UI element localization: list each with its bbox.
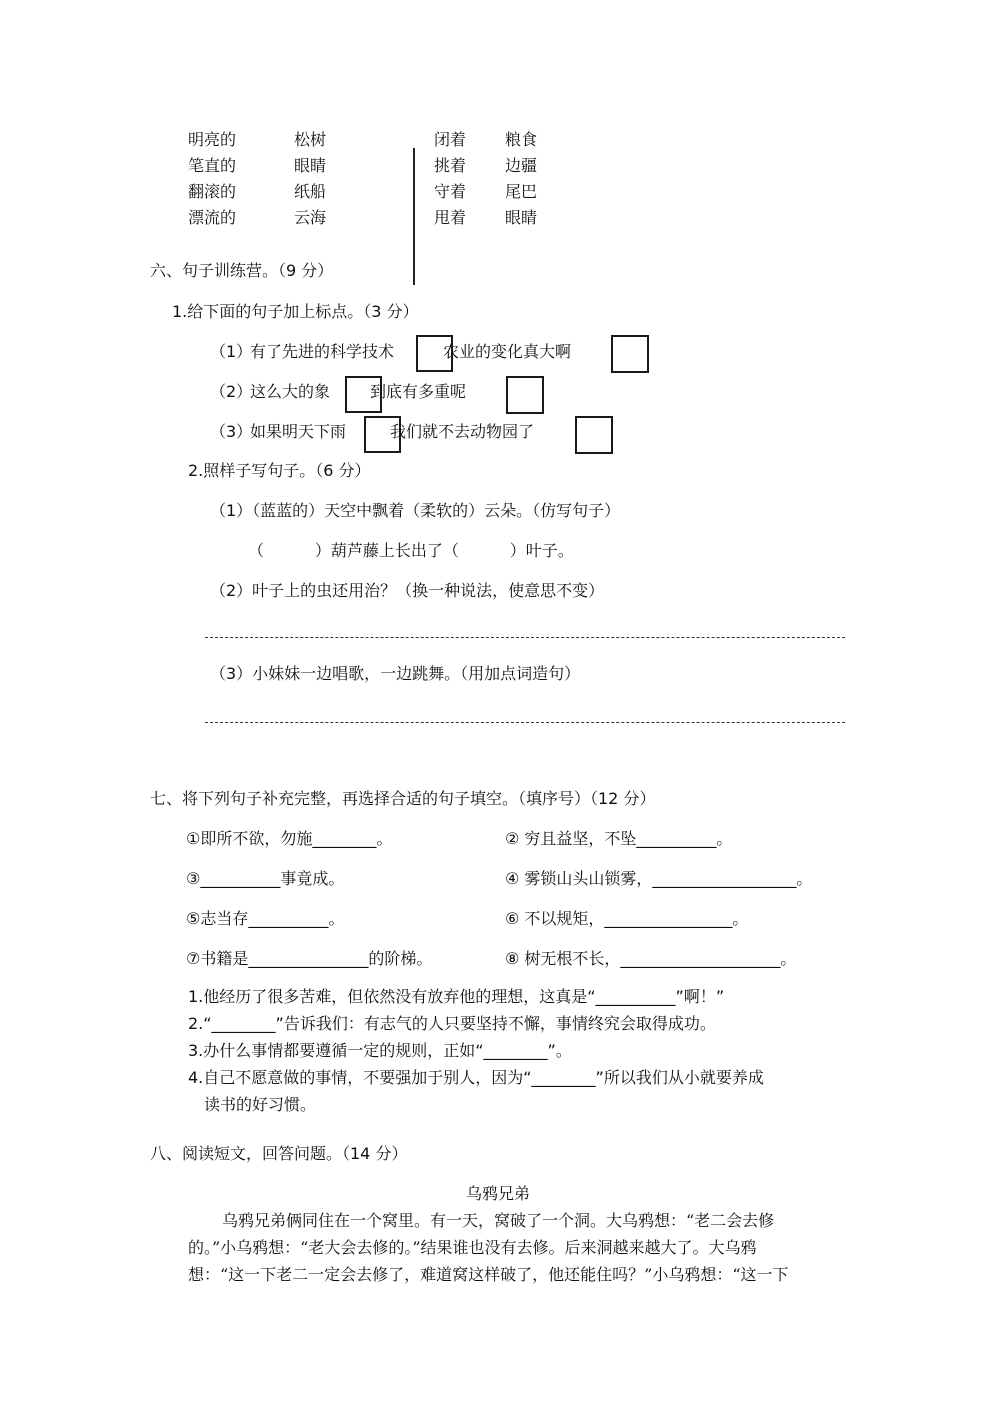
answer-line[interactable]	[205, 722, 845, 724]
proverb-4: ④ 雾锁山头山锁雾，__________________。	[505, 869, 813, 888]
s6-q2-item2: （2）叶子上的虫还用治？（换一种说法，使意思不变）	[210, 581, 605, 600]
story-title: 乌鸦兄弟	[466, 1184, 531, 1203]
punctuation-box[interactable]	[506, 376, 544, 414]
match-right-3a: 守着	[434, 182, 467, 201]
s6-q1-item3-b: 我们就不去动物园了	[390, 422, 535, 441]
s6-q1-item1-a: 有了先进的科学技术	[250, 342, 395, 361]
match-left-3b: 纸船	[294, 182, 327, 201]
match-right-2a: 挑着	[434, 156, 467, 175]
match-left-1b: 松树	[294, 130, 327, 149]
fill-sentence-1: 1.他经历了很多苦难，但依然没有放弃他的理想，这真是“__________”啊！”	[188, 987, 725, 1006]
s6-q2-item3: （3）小妹妹一边唱歌，一边跳舞。（用加点词造句）	[210, 664, 581, 683]
proverb-3: ③__________事竟成。	[186, 869, 345, 888]
punctuation-box[interactable]	[575, 416, 613, 454]
fill-sentence-4-cont: 读书的好习惯。	[204, 1095, 317, 1114]
proverb-6: ⑥ 不以规矩，________________。	[505, 909, 749, 928]
match-left-4a: 漂流的	[188, 208, 237, 227]
answer-line[interactable]	[205, 637, 845, 639]
match-right-1a: 闭着	[434, 130, 467, 149]
s6-q1-item3-num: （3）	[210, 422, 253, 441]
match-right-3b: 尾巴	[505, 182, 538, 201]
proverb-2: ② 穷且益坚，不坠__________。	[505, 829, 733, 848]
proverb-1: ①即所不欲，勿施________。	[186, 829, 393, 848]
s6-q2-item1-blank: （ ）葫芦藤上长出了（ ）叶子。	[248, 541, 574, 560]
proverb-8: ⑧ 树无根不长，____________________。	[505, 949, 797, 968]
proverb-7: ⑦书籍是_______________的阶梯。	[186, 949, 433, 968]
match-left-2a: 笔直的	[188, 156, 237, 175]
s6-q2-title: 2.照样子写句子。（6 分）	[188, 461, 371, 480]
fill-sentence-3: 3.办什么事情都要遵循一定的规则，正如“________”。	[188, 1041, 572, 1060]
match-left-2b: 眼睛	[294, 156, 327, 175]
match-left-4b: 云海	[294, 208, 327, 227]
s6-q1-item2-a: 这么大的象	[250, 382, 331, 401]
s6-q1-title: 1.给下面的句子加上标点。（3 分）	[172, 302, 419, 321]
section8-title: 八、阅读短文，回答问题。（14 分）	[150, 1144, 408, 1163]
s6-q1-item3-a: 如果明天下雨	[250, 422, 347, 441]
proverb-5: ⑤志当存__________。	[186, 909, 345, 928]
story-line-3: 想：“这一下老二一定会去修了，难道窝这样破了，他还能住吗？”小乌鸦想：“这一下	[188, 1265, 789, 1284]
fill-sentence-4: 4.自己不愿意做的事情，不要强加于别人，因为“________”所以我们从小就要养成	[188, 1068, 764, 1087]
s6-q1-item2-b: 到底有多重呢	[370, 382, 467, 401]
s6-q1-item2-num: （2）	[210, 382, 253, 401]
match-right-4a: 甩着	[434, 208, 467, 227]
match-right-2b: 边疆	[505, 156, 538, 175]
match-left-1a: 明亮的	[188, 130, 237, 149]
section6-title: 六、句子训练营。（9 分）	[150, 261, 334, 280]
s6-q1-item1-b: 农业的变化真大啊	[443, 342, 572, 361]
s6-q1-item1-num: （1）	[210, 342, 253, 361]
match-right-1b: 粮食	[505, 130, 538, 149]
match-right-4b: 眼睛	[505, 208, 538, 227]
punctuation-box[interactable]	[611, 335, 649, 373]
s6-q2-item1: （1）（蓝蓝的）天空中飘着（柔软的）云朵。（仿写句子）	[210, 501, 621, 520]
fill-sentence-2: 2.“________”告诉我们：有志气的人只要坚持不懈，事情终究会取得成功。	[188, 1014, 716, 1033]
match-left-3a: 翻滚的	[188, 182, 237, 201]
story-line-1: 乌鸦兄弟俩同住在一个窝里。有一天，窝破了一个洞。大乌鸦想：“老二会去修	[222, 1211, 775, 1230]
story-line-2: 的。”小乌鸦想：“老大会去修的。”结果谁也没有去修。后来洞越来越大了。大乌鸦	[188, 1238, 757, 1257]
section7-title: 七、将下列句子补充完整，再选择合适的句子填空。（填序号）（12 分）	[150, 789, 656, 808]
divider-line	[413, 148, 415, 285]
